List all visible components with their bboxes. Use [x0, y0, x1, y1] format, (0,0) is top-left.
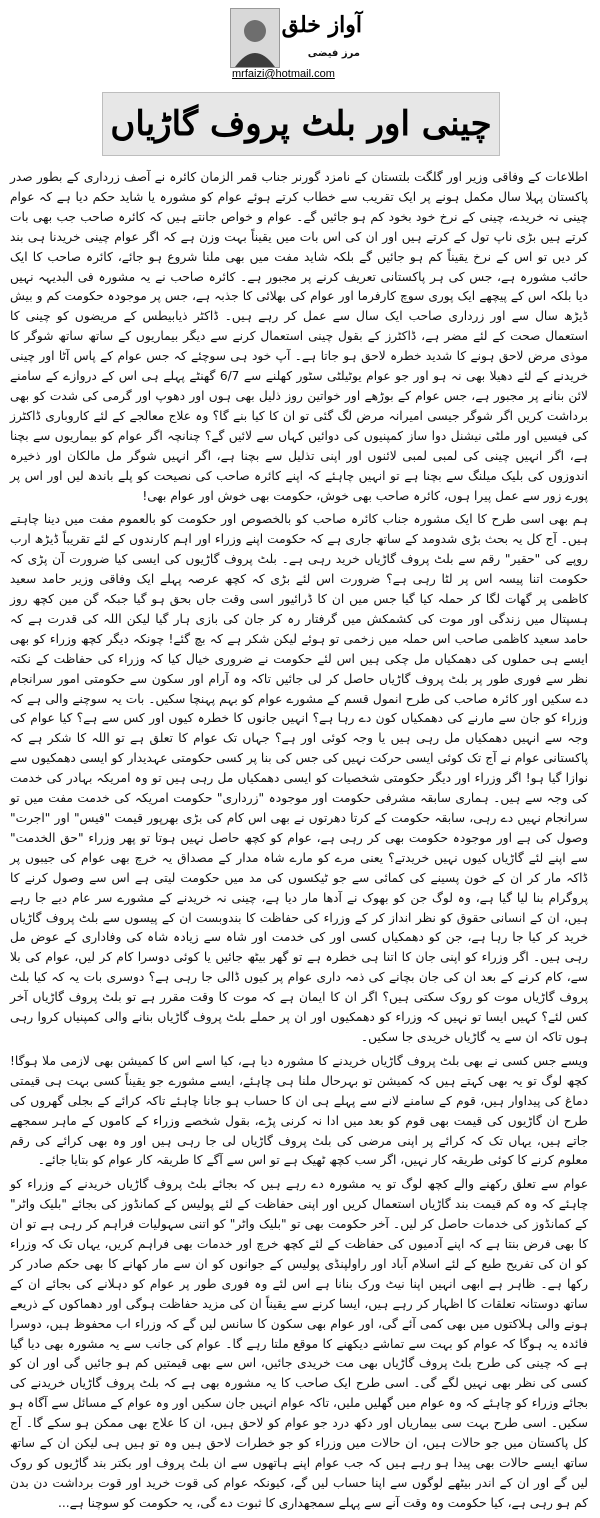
author-name: مرز فیضی: [307, 48, 360, 59]
headline-box: [102, 92, 500, 156]
author-photo: [230, 8, 280, 68]
column-header: [0, 0, 600, 82]
author-portrait-icon: [231, 9, 279, 67]
headline: چینی اور بلٹ پروف گاڑیاں: [110, 104, 492, 144]
paragraph-3: ویسے جس کسی نے بھی بلٹ پروف گاڑیاں خریدنے کا مشورہ دیا ہے، کیا اسے اس کا کمیشن بھی لازمی ملا ہوگا! کچھ لوگ تو یہ بھی کہتے ہیں کہ کمیشن تو بہرحال ملنا ہی چاہئے، ایسے مشورے جو یقیناً کسی بہت ہی قیمتی دماغ کی پیداوار ہیں، قوم کے سامنے لانے سے پہلے ہی ان کا حساب ہو جانا چاہئے تاکہ کرائے کے بجلی گھروں کی طرح ان گاڑیوں کی قیمت بھی قوم کو بعد میں ادا نہ کرنی پڑے، بقول شخصے وزراء کے کاموں کے ماہر سمجھے جاتے ہیں، یہاں تک کہ کرائے پر اپنی مرضی کی بلٹ پروف گاڑیاں لی جا رہی ہیں اور وہ بھی کرائے کی رقم معلوم کرنے کا کوئی طریقہ کار نہیں، اگر سب کچھ ٹھیک ہے تو اس سے آگے کا طریقہ کار عوام کو بتایا جائے۔: [10, 1053, 588, 1168]
column-brand: [280, 8, 366, 66]
paragraph-1: اطلاعات کے وفاقی وزیر اور گلگت بلتستان کے نامزد گورنر جناب قمر الزمان کائرہ نے آصف زرداری کے بطور صدر پاکستان پہلا سال مکمل ہونے پر ایک تقریب سے خطاب کرتے ہوئے عوام کو مشورہ یا شاید حکم دیا ہے کہ عوام چینی نہ خریدے، چینی کے نرخ خود بخود کم ہو جائیں گے۔ عوام و خواص جانتے ہیں کہ کائرہ صاحب جب بھی بات کرتے ہیں بڑی ناپ تول کے کرتے ہیں اور ان کی اس بات میں یقیناً بہت وزن ہے کہ اگر عوام چینی خریدنا ہی بند کر دیں تو اس کے نرخ یقیناً کم ہو جائیں گے بلکہ شاید مفت میں بھی ملنا شروع ہو جائے، کائرہ صاحب کا ایک حائب مشورہ ہے، جس کی ہر پاکستانی تعریف کرنے پر مجبور ہے۔ کائرہ صاحب نے یہ مشورہ فی البدیہہ نہیں دیا بلکہ اس کے پیچھے ایک پوری سوچ کارفرما اور عوام کی بھلائی کا جذبہ ہے، جس پر موجودہ حکومت کم و بیش ڈیڑھ سال سے اور زرداری صاحب ایک سال سے عمل کر رہے ہیں۔ ڈاکٹر ذیابیطس کے مریضوں کو چینی کا استعمال صحت کے لئے مضر ہے، ڈاکٹرز کے بقول چینی استعمال کرنے سے دیگر بیماریوں کے ساتھ ساتھ شوگر کا موذی مرض لاحق ہونے کا شدید خطرہ لاحق ہو جاتا ہے۔ آپ خود ہی سوچئے کہ جس عوام کے پاس آٹا اور چینی خریدنے کے لئے دھیلا بھی نہ ہو اور جو عوام یوٹیلٹی سٹور کھلنے سے 6/7 گھنٹے پہلے ہی اس کے دروازے کے سامنے لائن بنانے پر مجبور ہے، جس عوام کے بوڑھے اور خواتین روز ذلیل بھی ہوں اور دھوپ اور گرمی کی شدت کو بھی برداشت کریں اگر شوگر جیسی امیرانہ مرض لگ گئی تو ان کا کیا بنے گا؟ وہ علاج معالجے کے لئے کاروباری ڈاکٹرز کی فیسیں اور ملٹی نیشنل دوا ساز کمپنیوں کی دوائیں کہاں سے لائیں گے؟ چنانچہ اگر عوام کو بیماریوں سے بچنا ہے، اگر انہیں چینی کی لمبی لمبی لائنوں اور اپنی تذلیل سے بچنا ہے، اگر انہیں شوگر مل مالکان اور ذخیرہ اندوزوں کی بلیک میلنگ سے بچنا ہے تو انہیں چاہئے کہ اپنے کائرہ صاحب کی نصیحت کو پلے باندھ لیں اور اس پر پورے زور سے عمل پیرا ہوں، کائرہ صاحب بھی خوش، حکومت بھی خوش اور عوام بھی!: [10, 170, 588, 503]
author-email[interactable]: mrfaizi@hotmail.com: [232, 68, 335, 80]
paragraph-2: ہم بھی اسی طرح کا ایک مشورہ جناب کائرہ صاحب کو بالخصوص اور حکومت کو بالعموم مفت میں دینا چاہتے ہیں۔ آج کل یہ بحث بڑی شدومد کے ساتھ جاری ہے کہ حکومت اپنے وزراء اور اہم کارندوں کے لئے تقریباً ڈیڑھ ارب روپے کی "حقیر" رقم سے بلٹ پروف گاڑیاں خرید رہی ہے۔ بلٹ پروف گاڑیوں کی ایسی کیا ضرورت آن پڑی کہ حکومت اتنا پیسہ اس پر لٹا رہی ہے؟ ضرورت اس لئے بڑی کہ کچھ عرصہ پہلے ایک وفاقی وزیر حامد سعید کاظمی پر گھات لگا کر حملہ کیا گیا جس میں ان کا ڈرائیور اسی وقت جاں بحق ہو گیا جبکہ گن مین کچھ روز ہسپتال میں زندگی اور موت کی کشمکش میں گرفتار رہ کر جان کی بازی ہار گیا لیکن اللہ کی قدرت ہے کہ حامد سعید کاظمی صاحب اس حملہ میں زخمی تو ہوئے لیکن شکر ہے کہ بچ گئے! چونکہ دیگر کچھ وزراء کو بھی ایسے ہی حملوں کی دھمکیاں مل چکی ہیں اس لئے حکومت نے ضروری خیال کیا کہ وزراء کی حفاظت کے نکتہ نظر سے فوری طور پر بلٹ پروف گاڑیاں حاصل کر لی جائیں تاکہ وہ آرام اور سکون سے حکومتی امور سرانجام دے سکیں اور کائرہ صاحب کی طرح انمول قسم کے مشورے عوام کو بہم پہنچا سکیں۔ بات یہ سوچنے والی ہے کہ وزراء کو جان سے مارنے کی دھمکیاں کون دے رہا ہے؟ انہیں جانوں کا خطرہ کیوں اور کس سے ہے؟ کیا عوام کی وجہ سے انہیں دھمکیاں مل رہی ہیں یا وجہ کوئی اور ہے؟ جہاں تک عوام کا تعلق ہے تو اللہ کا شکر ہے کہ پاکستانی عوام نے آج تک کوئی ایسی حرکت نہیں کی جس کی بنا پر کسی حکومتی عہدیدار کو ایسی دھمکیوں سے نوازا گیا ہو! اگر وزراء اور دیگر حکومتی شخصیات کو ایسی دھمکیاں مل رہی ہیں تو وہ امریکہ بہادر کی خدمت کی وجہ سے ہیں۔ ہماری سابقہ مشرفی حکومت اور موجودہ "زرداری" حکومت امریکہ کی خدمت مفت میں تو سرانجام نہیں دے رہی، سابقہ حکومت کے کرتا دھرتوں نے بھی اس کام کی بڑی بھرپور قیمت "فیس" اور "اجرت" وصول کی ہے اور موجودہ حکومت بھی کر رہی ہے، عوام کو کچھ حاصل نہیں ہوتا تو پھر وزراء "حق الخدمت" سے اپنے لئے گاڑیاں کیوں نہیں خریدتے؟ یعنی مرے کو مارے شاہ مدار کے مصداق یہ خرچ بھی عوام کی جیبوں پر ڈاکہ مار کر ان کے خون پسینے کی کمائی سے جو ٹیکسوں کی مد میں حکومت لیتی ہے اس سے وصول کرنے کا پروگرام بنا لیا گیا ہے، وہ لوگ جن کو بھوک نے آدھا مار دیا ہے، چینی نہ خریدنے کے مشورے سر عام دیے جا رہے ہیں، ان کے انسانی حقوق کو نظر انداز کر کے وزراء کی حفاظت کا بندوبست ان کے پیسوں سے بلٹ پروف گاڑیاں خرید کر کیا جا رہا ہے، جن کو دھمکیاں کسی اور کی خدمت اور شاہ سے زیادہ شاہ کی وفاداری کے عوض مل رہی ہیں۔ اگر وزراء کو اپنی جان کا اتنا ہی خطرہ ہے تو گھر بیٹھ جائیں یا کوئی دوسرا کام کر لیں، عوام کی بلا سے، کام کرنے کے بعد ان کی جان بچانے کی ذمہ داری عوام پر کیوں ڈالی جا رہی ہے؟ دوسری بات یہ کہ کیا بلٹ پروف گاڑیاں موت کو روک سکتی ہیں؟ اگر ان کا ایمان ہے کہ موت کا وقت مقرر ہے تو بلٹ پروف گاڑیاں آخر کس لئے؟ کہیں ایسا تو نہیں کہ وزراء کو دھمکیوں اور ان پر حملے بلٹ پروف گاڑیاں بنانے والی کمپنیاں کروا رہی ہوں تاکہ ان سے یہ گاڑیاں خریدی جا سکیں۔: [10, 512, 588, 1044]
article-body: [10, 168, 588, 1518]
paragraph-4: عوام سے تعلق رکھنے والے کچھ لوگ تو یہ مشورہ دے رہے ہیں کہ بجائے بلٹ پروف گاڑیاں خریدنے کے وزراء کو چاہئے کہ وہ کم قیمت بند گاڑیاں استعمال کریں اور اپنی حفاظت کے لئے پولیس کے کمانڈوز کی بجائے "بلیک واٹر" کے کمانڈوز کی خدمات حاصل کر لیں۔ آخر حکومت بھی تو "بلیک واٹر" کو اتنی سہولیات فراہم کر رہی ہے تو ان کا بھی فرض بنتا ہے کہ اپنے آدمیوں کی حفاظت کے لئے کچھ خرچ اور خدمات بھی فراہم کریں، یہاں تک کہ وزراء کو ان کی تفریح طبع کے لئے اسلام آباد اور راولپنڈی پولیس کے جوانوں کو ان سے مار کھانے کا بھی حکم صادر کر رکھا ہے۔ ظاہر ہے ابھی انہیں اپنا نیٹ ورک بنانا ہے اس لئے وہ فوری طور پر عوام کو دہلانے کی بجائے ان کے ساتھ دوستانہ تعلقات کا اظہار کر رہے ہیں، ایسا کرنے سے یقیناً ان کی مزید حفاظت ہوگی اور دھماکوں کے ذریعے ہونے والی ہلاکتوں میں بھی کمی آئے گی، اور عوام بھی سکون کا سانس لیں گے کہ وزراء اب محفوظ ہیں، دوسرا فائدہ یہ ہوگا کہ عوام کو بہت سے تماشے دیکھنے کا موقع ملتا رہے گا۔ عوام کی جانب سے یہ مشورہ بھی دیا گیا ہے کہ چینی کی طرح بلٹ پروف گاڑیاں بھی مت خریدی جائیں، اس سے بھی قیمتیں کم ہو جائیں گی اور ان کو کسی کی نظر بھی نہیں لگے گی۔ اسی طرح ایک صاحب کا یہ مشورہ بھی ہے کہ بلٹ پروف گاڑیاں خریدنے کی بجائے وزراء کو چاہئے کہ وہ عوام میں گھلیں ملیں، تاکہ عوام انہیں جان سکیں اور وہ عوام کے مسائل سے آگاہ ہو سکیں۔ اسی طرح بہت سی بیماریاں اور دکھ درد جو عوام کو لاحق ہیں، ان کا علاج بھی ممکن ہو سکے گا۔ آج کل پاکستان میں جو حالات ہیں، ان حالات میں وزراء کو جو خطرات لاحق ہیں وہ تو ہیں ہی لیکن ان کے ساتھ ساتھ ایسے حالات بھی پیدا ہو رہے ہیں کہ جب عوام اپنے ہاتھوں سے ان بلٹ پروف اور بکتر بند گاڑیوں کو روک لیں گے اور ان کے اندر بیٹھے لوگوں سے اپنا حساب لیں گے، کیونکہ عوام کی قوت خرید اور قوت برداشت دن بدن کم ہو رہی ہے، کیا حکومت وہ وقت آنے سے پہلے سمجھداری کا ثبوت دے گی، یہ حکومت کو سوچنا ہے...: [10, 1177, 588, 1510]
column-name: آواز خلق: [281, 12, 362, 38]
